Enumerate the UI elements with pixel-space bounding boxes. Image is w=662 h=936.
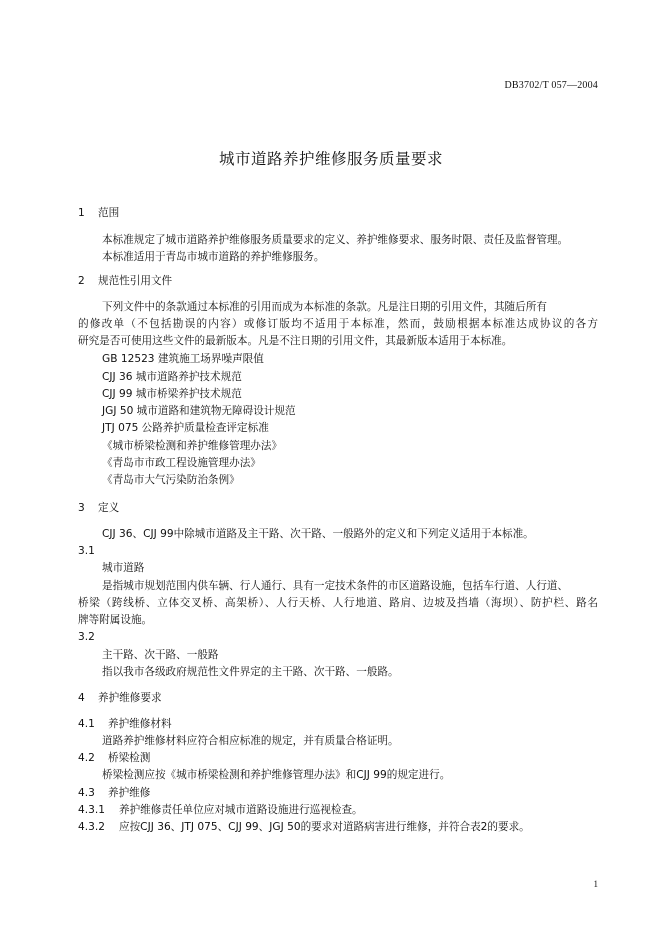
section-2-heading: [78, 276, 172, 287]
reference-item: JTJ 075 公路养护质量检查评定标准: [102, 422, 269, 434]
subsection-4-1-heading: [78, 719, 172, 730]
page-number: 1: [593, 879, 598, 889]
subsection-4-2-heading: [78, 753, 150, 764]
subsection-4-1-text: 道路养护维修材料应符合相应标准的规定，并有质量合格证明。: [102, 735, 399, 747]
reference-item: GB 12523 建筑施工场界噪声限值: [102, 353, 264, 365]
section-1-paragraph-1: 本标准规定了城市道路养护维修服务质量要求的定义、养护维修要求、服务时限、责任及监督管理。: [102, 234, 569, 246]
definition-text: 指以我市各级政府规范性文件界定的主干路、次干路、一般路。: [102, 666, 399, 678]
definition-text: 桥梁（跨线桥、立体交叉桥、高架桥）、人行天桥、人行地道、路肩、边坡及挡墙（海坝）、防护栏、路名: [78, 597, 598, 609]
clause-text: 养护维修责任单位应对城市道路设施进行巡视检查。: [119, 804, 363, 816]
section-number: 3: [78, 502, 85, 514]
subsection-4-2-text: 桥梁检测应按《城市桥梁检测和养护维修管理办法》和CJJ 99的规定进行。: [102, 769, 451, 781]
subsection-title: 桥梁检测: [108, 752, 151, 764]
section-number: 4: [78, 692, 85, 704]
section-3-heading: [78, 503, 119, 514]
definition-number: 3.2: [78, 631, 95, 643]
clause-text: 应按CJJ 36、JTJ 075、CJJ 99、JGJ 50的要求对道路病害进行维修，并符合表2的要求。: [119, 821, 530, 833]
section-number: 2: [78, 275, 85, 287]
section-2-paragraph-line: 研究是否可使用这些文件的最新版本。凡是不注日期的引用文件，其最新版本适用于本标准。: [78, 335, 513, 347]
definition-term: 城市道路: [102, 562, 145, 574]
section-4-heading: [78, 693, 162, 704]
section-title: 规范性引用文件: [98, 275, 173, 287]
clause-number: 4.3.1: [78, 804, 105, 816]
document-title: 城市道路养护维修服务质量要求: [218, 150, 443, 168]
subsection-title: 养护维修材料: [108, 718, 172, 730]
definition-term: 主干路、次干路、一般路: [102, 649, 219, 661]
section-number: 1: [78, 207, 85, 219]
section-1-heading: [78, 208, 119, 219]
section-3-intro: CJJ 36、CJJ 99中除城市道路及主干路、次干路、一般路外的定义和下列定义适用于本标准。: [102, 528, 534, 540]
definition-number: 3.1: [78, 545, 95, 557]
subsection-number: 4.1: [78, 718, 95, 730]
reference-item: JGJ 50 城市道路和建筑物无障碍设计规范: [102, 405, 296, 417]
reference-item: 《青岛市大气污染防治条例》: [102, 474, 240, 486]
clause-4-3-1: [78, 805, 363, 816]
subsection-number: 4.2: [78, 752, 95, 764]
subsection-4-3-heading: [78, 788, 150, 799]
reference-item: CJJ 36 城市道路养护技术规范: [102, 371, 242, 383]
clause-number: 4.3.2: [78, 821, 105, 833]
standard-code: DB3702/T 057—2004: [504, 80, 598, 91]
section-title: 范围: [98, 207, 120, 219]
reference-item: CJJ 99 城市桥梁养护技术规范: [102, 388, 242, 400]
reference-item: 《城市桥梁检测和养护维修管理办法》: [102, 440, 283, 452]
definition-text: 牌等附属设施。: [78, 614, 153, 626]
section-2-paragraph-line: 下列文件中的条款通过本标准的引用而成为本标准的条款。凡是注日期的引用文件，其随后所有: [102, 301, 547, 313]
section-title: 定义: [98, 502, 120, 514]
clause-4-3-2: [78, 822, 530, 833]
reference-item: 《青岛市市政工程设施管理办法》: [102, 457, 261, 469]
section-2-paragraph-line: 的修改单（不包括勘误的内容）或修订版均不适用于本标准，然而，鼓励根据本标准达成协议的各方: [78, 318, 598, 330]
subsection-number: 4.3: [78, 787, 95, 799]
subsection-title: 养护维修: [108, 787, 151, 799]
section-1-paragraph-2: 本标准适用于青岛市城市道路的养护维修服务。: [102, 251, 325, 263]
section-title: 养护维修要求: [98, 692, 162, 704]
definition-text: 是指城市规划范围内供车辆、行人通行、具有一定技术条件的市区道路设施，包括车行道、人行道、: [102, 580, 569, 592]
